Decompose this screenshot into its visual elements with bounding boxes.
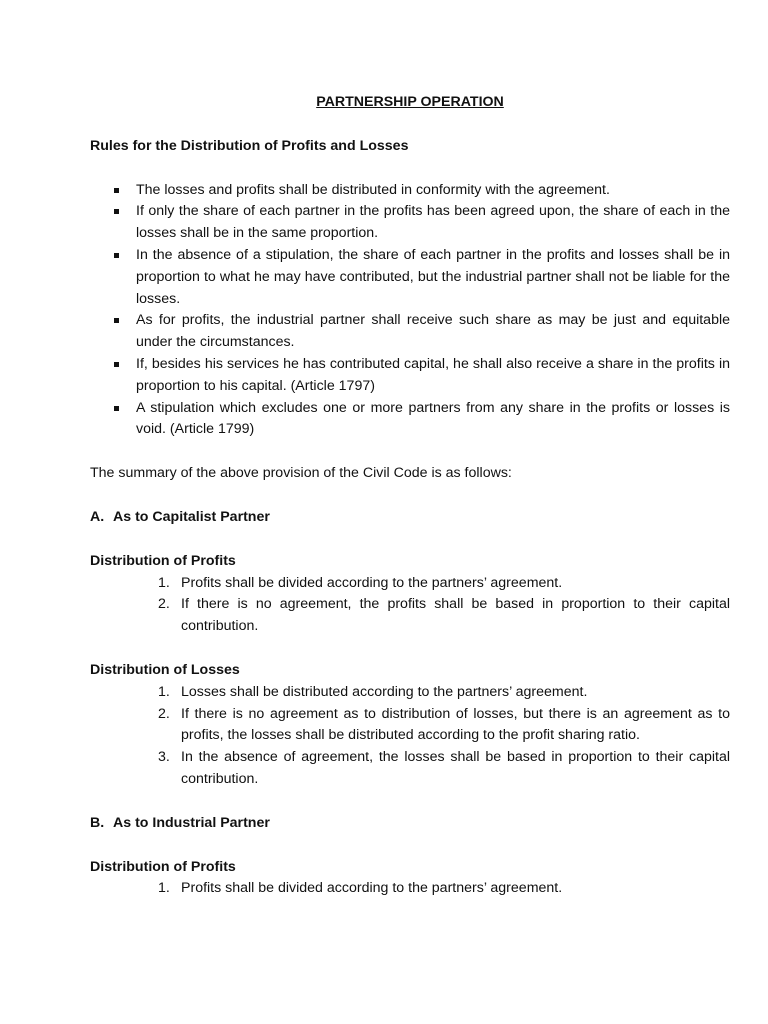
spacer xyxy=(90,791,730,813)
spacer xyxy=(90,638,730,660)
summary-intro: The summary of the above provision of the Civil Code is as follows: xyxy=(90,465,512,482)
rules-list xyxy=(90,180,730,442)
bullet-icon xyxy=(114,209,119,214)
list-item: A stipulation which excludes one or more partners from any share in the profits or losses is void. (Article 1799) xyxy=(136,398,730,442)
list-item: As for profits, the industrial partner shall receive such share as may be just and equitable under the circumstances. xyxy=(136,310,730,354)
list-item: 2. If there is no agreement, the profits shall be based in proportion to their capital contribution. xyxy=(158,596,730,635)
section-a-heading xyxy=(90,507,730,529)
list-item: 1. Losses shall be distributed according to the partners’ agreement. xyxy=(158,683,588,700)
list-item: If, besides his services he has contributed capital, he shall also receive a share in the profits in proportion to his capital. (Article 1797) xyxy=(136,354,730,398)
bullet-icon xyxy=(114,362,119,367)
list-item: 2. If there is no agreement as to distribution of losses, but there is an agreement as to profits, the losses shall be distributed according to the profit sharing ratio. xyxy=(158,705,730,744)
bullet-icon xyxy=(114,253,119,258)
list-item: 1. Profits shall be divided according to the partners’ agreement. xyxy=(158,574,563,591)
rules-heading: Rules for the Distribution of Profits and Losses xyxy=(90,137,409,154)
section-a-profits-list xyxy=(90,573,730,638)
document-page xyxy=(90,92,730,900)
spacer xyxy=(90,158,730,180)
section-b-letter: B. xyxy=(90,814,105,831)
spacer xyxy=(90,835,730,857)
list-item: 3. In the absence of agreement, the losses shall be based in proportion to their capital contribution. xyxy=(158,749,730,787)
list-item: In the absence of a stipulation, the share of each partner in the profits and losses shall be in proportion to what he may have contributed, but the industrial partner shall not be liable for the losses. xyxy=(136,245,730,310)
section-b-profits-list xyxy=(90,878,730,900)
list-item: The losses and profits shall be distributed in conformity with the agreement. xyxy=(136,180,730,202)
spacer xyxy=(90,529,730,551)
section-a-title: As to Capitalist Partner xyxy=(113,508,270,525)
bullet-icon xyxy=(114,406,119,411)
spacer xyxy=(90,441,730,463)
list-item: 1. Profits shall be divided according to the partners’ agreement. xyxy=(158,880,563,897)
section-b-title: As to Industrial Partner xyxy=(113,814,270,831)
section-b-profits-heading: Distribution of Profits xyxy=(90,858,236,875)
section-b-heading xyxy=(90,813,730,835)
section-a-letter: A. xyxy=(90,508,105,525)
section-a-profits-heading: Distribution of Profits xyxy=(90,552,236,569)
bullet-icon xyxy=(114,188,119,193)
section-a-losses-heading: Distribution of Losses xyxy=(90,661,240,678)
page-title: PARTNERSHIP OPERATION xyxy=(316,94,504,110)
spacer xyxy=(90,485,730,507)
list-item: If only the share of each partner in the profits has been agreed upon, the share of each in the losses shall be in the same proportion. xyxy=(136,201,730,245)
bullet-icon xyxy=(114,318,119,323)
section-a-losses-list xyxy=(90,682,730,791)
